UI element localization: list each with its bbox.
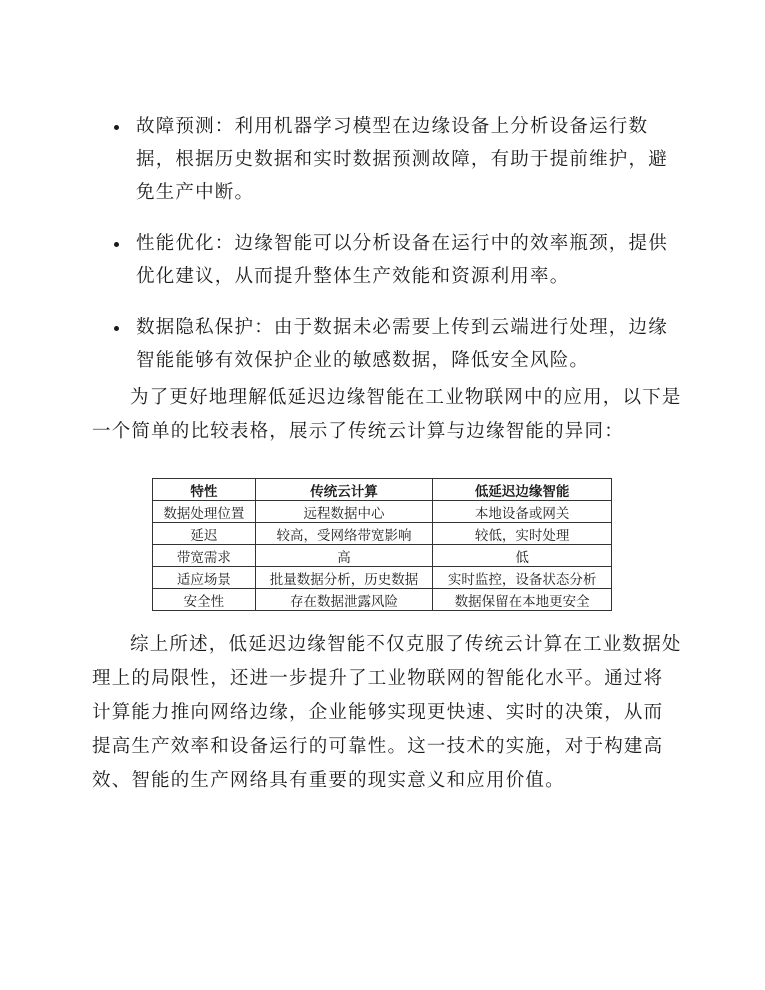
list-item: [112, 311, 682, 377]
table-header: 传统云计算: [255, 479, 433, 501]
table-header: 特性: [153, 479, 256, 501]
table-cell: 带宽需求: [153, 545, 256, 567]
table-cell: 数据处理位置: [153, 501, 256, 523]
table-cell: 较高，受网络带宽影响: [255, 523, 433, 545]
bullet-text: 性能优化：边缘智能可以分析设备在运行中的效率瓶颈，提供优化建议，从而提升整体生产效能和资源利用率。: [136, 233, 668, 287]
bullet-icon: [114, 125, 119, 130]
table-cell: 延迟: [153, 523, 256, 545]
list-item: [112, 227, 682, 293]
table-cell: 存在数据泄露风险: [255, 589, 433, 611]
table-cell: 低: [433, 545, 612, 567]
bullet-text: 故障预测：利用机器学习模型在边缘设备上分析设备运行数据，根据历史数据和实时数据预测故障，有助于提前维护，避免生产中断。: [136, 116, 668, 203]
table-cell: 安全性: [153, 589, 256, 611]
bullet-list: [112, 110, 682, 395]
table-header: 低延迟边缘智能: [433, 479, 612, 501]
bullet-text: 数据隐私保护：由于数据未必需要上传到云端进行处理，边缘智能能够有效保护企业的敏感数据，降低安全风险。: [136, 317, 668, 371]
bullet-icon: [114, 242, 119, 247]
table-cell: 本地设备或网关: [433, 501, 612, 523]
table-cell: 数据保留在本地更安全: [433, 589, 612, 611]
table-cell: 远程数据中心: [255, 501, 433, 523]
table-cell: 高: [255, 545, 433, 567]
table-header-row: [153, 479, 612, 501]
table-cell: 适应场景: [153, 567, 256, 589]
table-cell: 实时监控，设备状态分析: [433, 567, 612, 589]
bullet-icon: [114, 326, 119, 331]
summary-paragraph: 综上所述，低延迟边缘智能不仅克服了传统云计算在工业数据处理上的局限性，还进一步提升了工业物联网的智能化水平。通过将计算能力推向网络边缘，企业能够实现更快速、实时的决策，从而提高生产效率和设备运行的可靠性。这一技术的实施，对于构建高效、智能的生产网络具有重要的现实意义和应用价值。: [92, 634, 682, 791]
comparison-table: [152, 478, 612, 611]
table-row: [153, 567, 612, 589]
table-cell: 批量数据分析，历史数据: [255, 567, 433, 589]
table-row: [153, 523, 612, 545]
list-item: [112, 110, 682, 209]
table-cell: 较低，实时处理: [433, 523, 612, 545]
table-row: [153, 589, 612, 611]
table-row: [153, 545, 612, 567]
table-row: [153, 501, 612, 523]
intro-paragraph: 为了更好地理解低延迟边缘智能在工业物联网中的应用，以下是一个简单的比较表格，展示了传统云计算与边缘智能的异同：: [92, 387, 682, 442]
